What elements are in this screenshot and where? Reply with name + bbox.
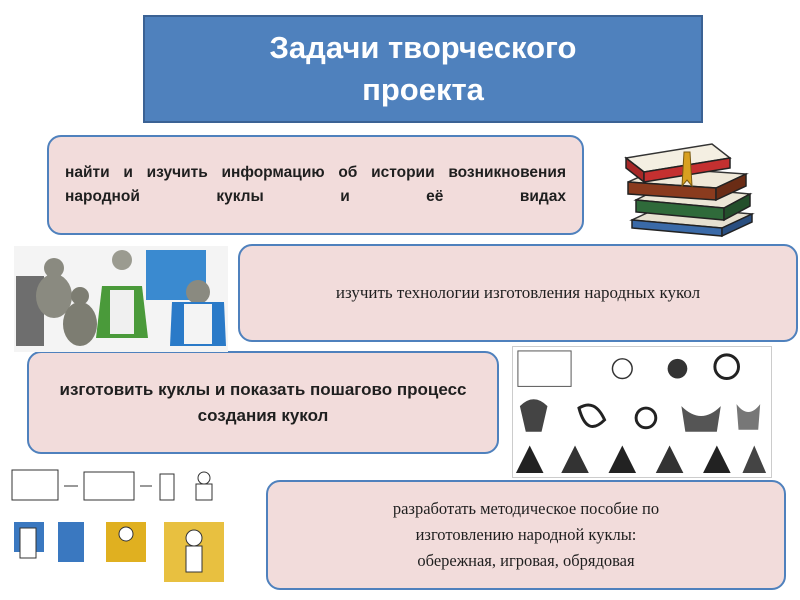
doll-steps-diagram-image bbox=[6, 462, 252, 596]
task-text-history: найти и изучить информацию об истории возникновения народной куклы и её видах bbox=[65, 164, 566, 205]
task-text-manual-line3: обережная, игровая, обрядовая bbox=[417, 551, 635, 570]
doll-sketches-image bbox=[512, 346, 772, 478]
task-text-manual-line1: разработать методическое пособие по bbox=[392, 499, 660, 518]
dolls-photo-image bbox=[14, 246, 228, 352]
task-box-technology bbox=[238, 244, 798, 342]
books-icon bbox=[612, 130, 762, 238]
task-text-manual bbox=[284, 496, 768, 574]
task-box-making bbox=[27, 351, 499, 454]
task-text-manual-line2: изготовлению народной куклы: bbox=[415, 525, 637, 544]
task-text-making: изготовить куклы и показать пошагово процесс создания кукол bbox=[59, 379, 467, 425]
task-box-manual bbox=[266, 480, 786, 590]
task-text-technology: изучить технологии изготовления народных кукол bbox=[335, 283, 701, 302]
title-banner bbox=[143, 15, 703, 123]
slide-title: Задачи творческого проекта bbox=[269, 30, 577, 107]
task-box-history bbox=[47, 135, 584, 235]
